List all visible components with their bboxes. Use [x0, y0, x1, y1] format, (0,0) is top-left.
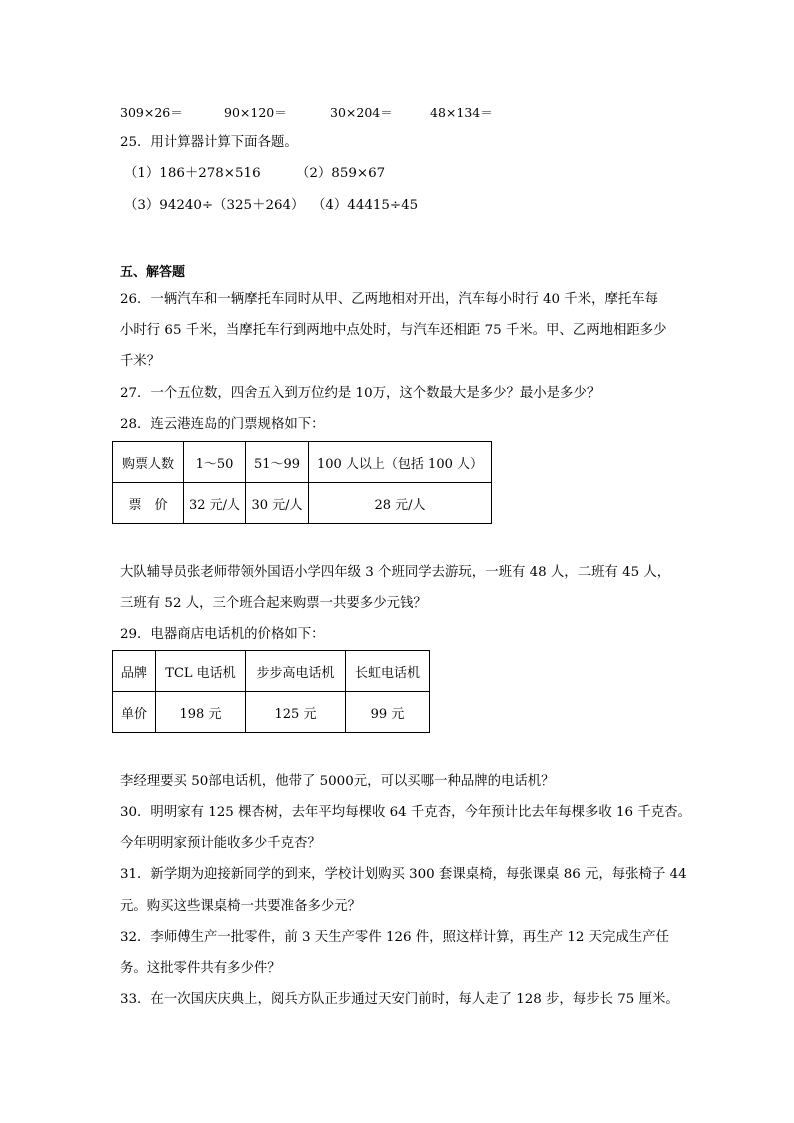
question-30-line: 30．明明家有 125 棵杏树，去年平均每棵收 64 千克杏，今年预计比去年每棵多收 16 千克杏。	[120, 805, 691, 820]
question-26-line: 26．一辆汽车和一辆摩托车同时从甲、乙两地相对开出，汽车每小时行 40 千米，摩托车每	[120, 292, 659, 307]
calc-item: 309×26＝	[120, 105, 183, 120]
table-cell: 32 元/人	[184, 483, 246, 524]
question-31-line: 31．新学期为迎接新同学的到来，学校计划购买 300 套课桌椅，每张课桌 86 元，每张椅子 44	[120, 867, 687, 882]
table-cell: 30 元/人	[246, 483, 309, 524]
question-32-line: 32．李师傅生产一批零件，前 3 天生产零件 126 件，照这样计算，再生产 12 天完成生产任	[120, 930, 669, 945]
table-header-cell: 购票人数	[113, 442, 184, 483]
question-29-title: 29．电器商店电话机的价格如下：	[120, 627, 325, 642]
phone-price-table	[112, 650, 430, 733]
question-26-line: 小时行 65 千米，当摩托车行到两地中点处时，与汽车还相距 75 千米。甲、乙两地相距多少	[120, 323, 667, 338]
table-cell: 单价	[113, 692, 156, 733]
question-28-line: 大队辅导员张老师带领外国语小学四年级 3 个班同学去游玩，一班有 48 人，二班有 45 人，	[120, 565, 671, 580]
q25-item-4: （4）44415÷45	[312, 198, 419, 213]
q25-item-1: （1）186＋278×516	[124, 166, 261, 181]
question-33: 33．在一次国庆庆典上，阅兵方队正步通过天安门前时，每人走了 128 步，每步长 75 厘米。	[120, 992, 679, 1007]
q25-item-3: （3）94240÷（325＋264）	[124, 198, 305, 213]
question-31-line: 元。购买这些课桌椅一共要准备多少元？	[120, 899, 362, 914]
calc-item: 90×120＝	[224, 105, 287, 120]
question-26-line: 千米？	[120, 354, 161, 369]
q25-item-2: （2）859×67	[296, 166, 386, 181]
table-cell: 票 价	[113, 483, 184, 524]
question-30-line: 今年明明家预计能收多少千克杏？	[120, 836, 321, 851]
question-28-line: 三班有 52 人，三个班合起来购票一共要多少元钱？	[120, 596, 427, 611]
table-cell: 99 元	[346, 692, 430, 733]
calc-item: 48×134＝	[430, 105, 493, 120]
calc-item: 30×204＝	[330, 105, 393, 120]
table-header-cell: 品牌	[113, 651, 156, 692]
question-27: 27．一个五位数，四舍五入到万位约是 10万，这个数最大是多少？最小是多少？	[120, 386, 601, 401]
table-cell: 125 元	[246, 692, 346, 733]
table-header-cell: 51～99	[246, 442, 309, 483]
table-header-cell: 步步高电话机	[246, 651, 346, 692]
table-cell: 28 元/人	[309, 483, 492, 524]
table-header-cell: 100 人以上（包括 100 人）	[309, 442, 492, 483]
table-header-cell: 1～50	[184, 442, 246, 483]
table-header-cell: 长虹电话机	[346, 651, 430, 692]
ticket-price-table	[112, 441, 492, 524]
section-heading: 五、解答题	[120, 265, 186, 280]
table-cell: 198 元	[156, 692, 246, 733]
question-29-text: 李经理要买 50部电话机，他带了 5000元，可以买哪一种品牌的电话机？	[120, 774, 555, 789]
question-25-title: 25．用计算器计算下面各题。	[120, 135, 298, 150]
table-header-cell: TCL 电话机	[156, 651, 246, 692]
question-32-line: 务。这批零件共有多少件？	[120, 961, 281, 976]
question-28-title: 28．连云港连岛的门票规格如下：	[120, 417, 325, 432]
